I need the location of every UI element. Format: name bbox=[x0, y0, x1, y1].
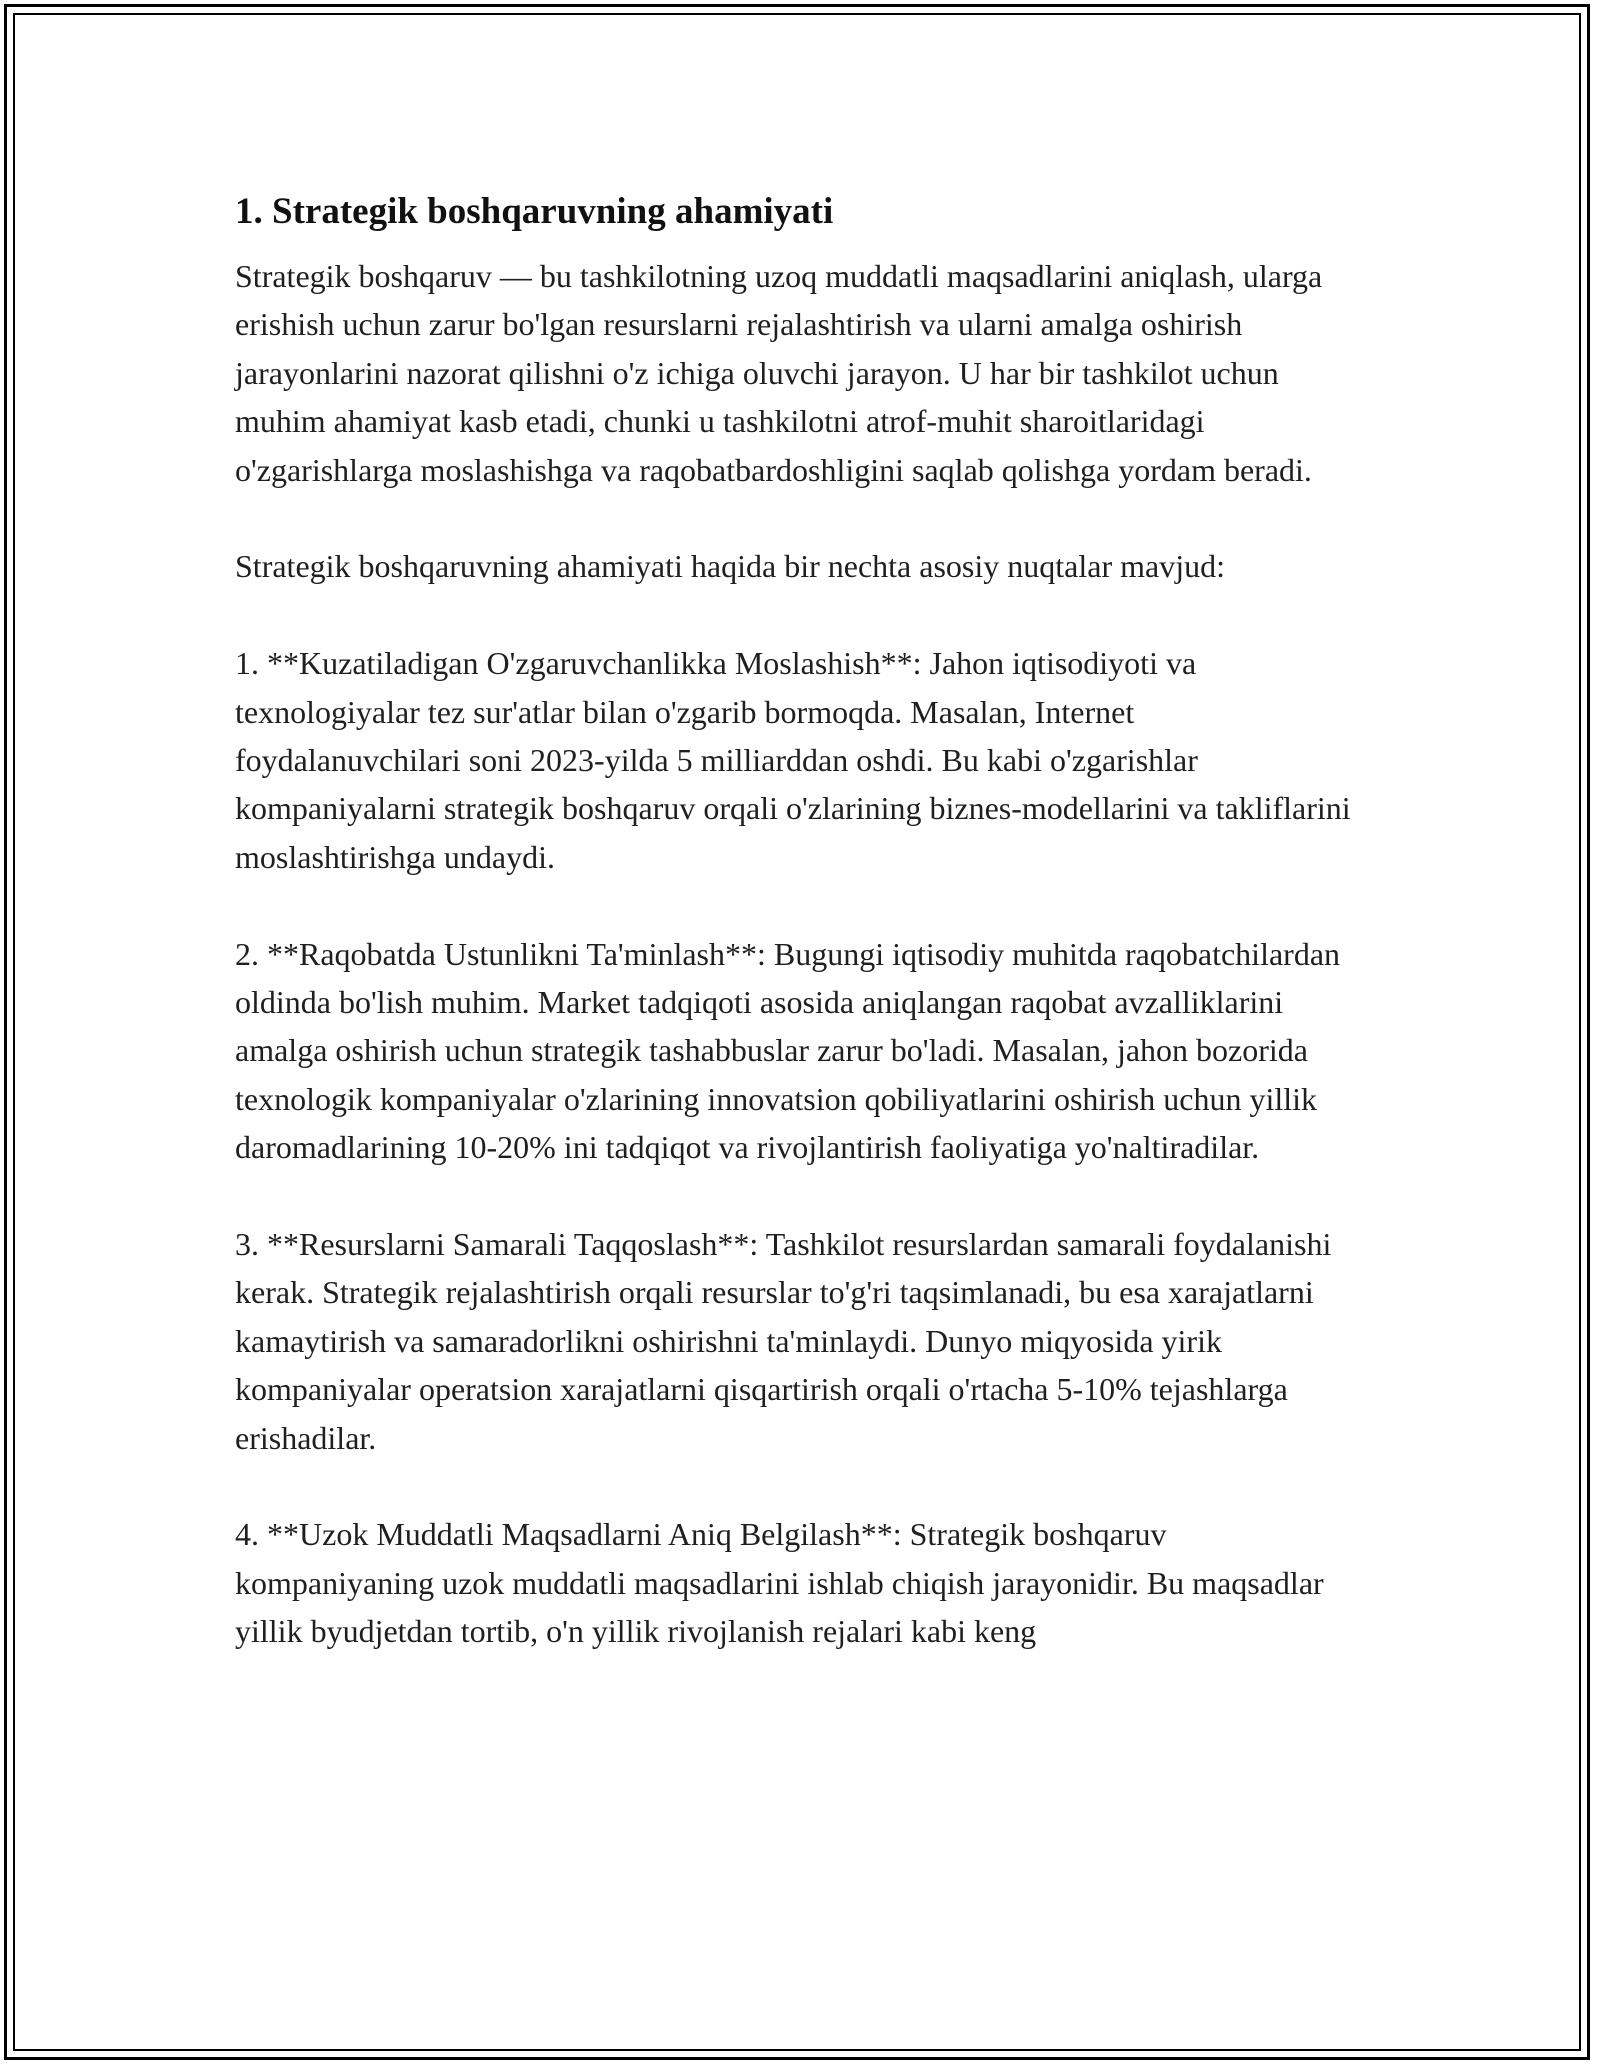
list-item-4: 4. **Uzok Muddatli Maqsadlarni Aniq Belgilash**: Strategik boshqaruv kompaniyaning uzok muddatli maqsadlarini ishlab chiqish jarayonidir. Bu maqsadlar yillik byudjetdan tortib, o'n yillik rivojlanish rejalari kabi keng bbox=[235, 1516, 1324, 1650]
list-item-3: 3. **Resurslarni Samarali Taqqoslash**: Tashkilot resurslardan samarali foydalanishi kerak. Strategik rejalashtirish orqali resurslar to'g'ri taqsimlanadi, bu esa xarajatlarni kamaytirish va samaradorlikni oshirishni ta'minlaydi. Dunyo miqyosida yirik kompaniyalar operatsion xarajatlarni qisqartirish orqali o'rtacha 5-10% tejashlarga erishadilar. bbox=[235, 1226, 1332, 1456]
list-item-2: 2. **Raqobatda Ustunlikni Ta'minlash**: Bugungi iqtisodiy muhitda raqobatchilardan oldinda bo'lish muhim. Market tadqiqoti asosida aniqlangan raqobat avzalliklarini amalga oshirish uchun strategik tashabbuslar zarur bo'ladi. Masalan, jahon bozorida texnologik kompaniyalar o'zlarining innovatsion qobiliyatlarini oshirish uchun yillik daromadlarining 10-20% ini tadqiqot va rivojlantirish faoliyatiga yo'naltiradilar. bbox=[235, 935, 1341, 1166]
document-body bbox=[235, 186, 1365, 1704]
list-item-1: 1. **Kuzatiladigan O'zgaruvchanlikka Moslashish**: Jahon iqtisodiyoti va texnologiyalar tez sur'atlar bilan o'zgarib bormoqda. Masalan, Internet foydalanuvchilari soni 2023-yilda 5 milliarddan oshdi. Bu kabi o'zgarishlar kompaniyalarni strategik boshqaruv orqali o'zlarining biznes-modellarini va takliflarini moslashtirishga undaydi. bbox=[235, 645, 1351, 875]
paragraph-intro: Strategik boshqaruv — bu tashkilotning uzoq muddatli maqsadlarini aniqlash, ularga erishish uchun zarur bo'lgan resurslarni rejalashtirish va ularni amalga oshirish jarayonlarini nazorat qilishni o'z ichiga oluvchi jarayon. U har bir tashkilot uchun muhim ahamiyat kasb etadi, chunki u tashkilotni atrof-muhit sharoitlaridagi o'zgarishlarga moslashishga va raqobatbardoshligini saqlab qolishga yordam beradi. bbox=[235, 258, 1323, 488]
section-heading: 1. Strategik boshqaruvning ahamiyati bbox=[235, 191, 834, 232]
paragraph-key-points-intro: Strategik boshqaruvning ahamiyati haqida bir nechta asosiy nuqtalar mavjud: bbox=[235, 548, 1225, 585]
